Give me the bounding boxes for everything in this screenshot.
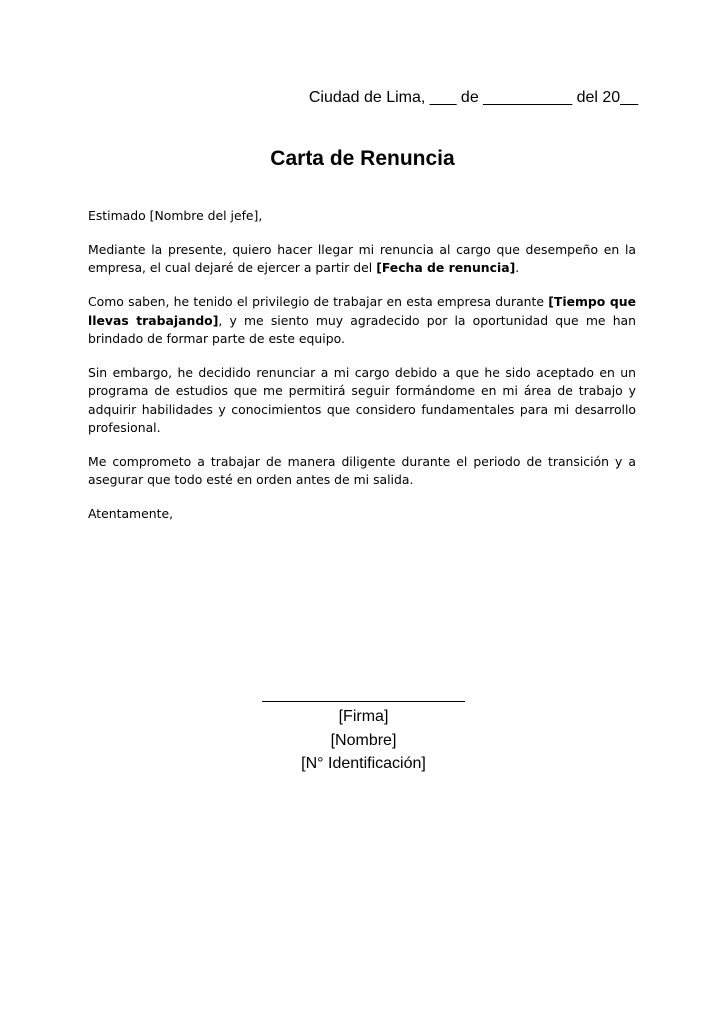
document-title: Carta de Renuncia — [270, 147, 455, 170]
paragraph-resignation-end: . — [515, 260, 520, 276]
signature-nombre: [Nombre] — [330, 731, 397, 749]
signature-block — [262, 701, 465, 776]
paragraph-gratitude-text: Como saben, he tenido el privilegio de trabajar en esta empresa durante — [88, 294, 549, 310]
signature-line — [262, 701, 465, 702]
paragraph-commitment: Me comprometo a trabajar de manera diligente durante el periodo de transición y a asegurar que todo esté en orden antes de mi salida. — [88, 454, 636, 488]
greeting: Estimado [Nombre del jefe], — [88, 208, 263, 223]
resignation-date-placeholder: [Fecha de renuncia] — [376, 260, 516, 276]
closing: Atentamente, — [88, 506, 174, 522]
paragraph-gratitude — [88, 293, 636, 348]
paragraph-reason: Sin embargo, he decidido renunciar a mi cargo debido a que he sido aceptado en un programa de estudios que me permitirá seguir formándome en mi área de trabajo y adquirir habilidades y conocimientos que considero fundamentales para mi desarrollo profesional. — [88, 364, 636, 436]
letter-body — [88, 207, 636, 539]
paragraph-gratitude-end: , y me siento muy agradecido por la oportunidad que me han brindado de formar parte de este equipo. — [88, 312, 636, 347]
signature-firma: [Firma] — [338, 708, 389, 725]
paragraph-resignation — [88, 241, 636, 278]
time-worked-placeholder: [Tiempo que llevas trabajando] — [88, 294, 637, 328]
signature-identificacion: [N° Identificación] — [301, 755, 426, 772]
date-line: Ciudad de Lima, ___ de __________ del 20__ — [308, 89, 638, 106]
paragraph-resignation-text: Mediante la presente, quiero hacer llegar mi renuncia al cargo que desempeño en la empresa, el cual dejaré de ejercer a partir del — [88, 241, 636, 276]
